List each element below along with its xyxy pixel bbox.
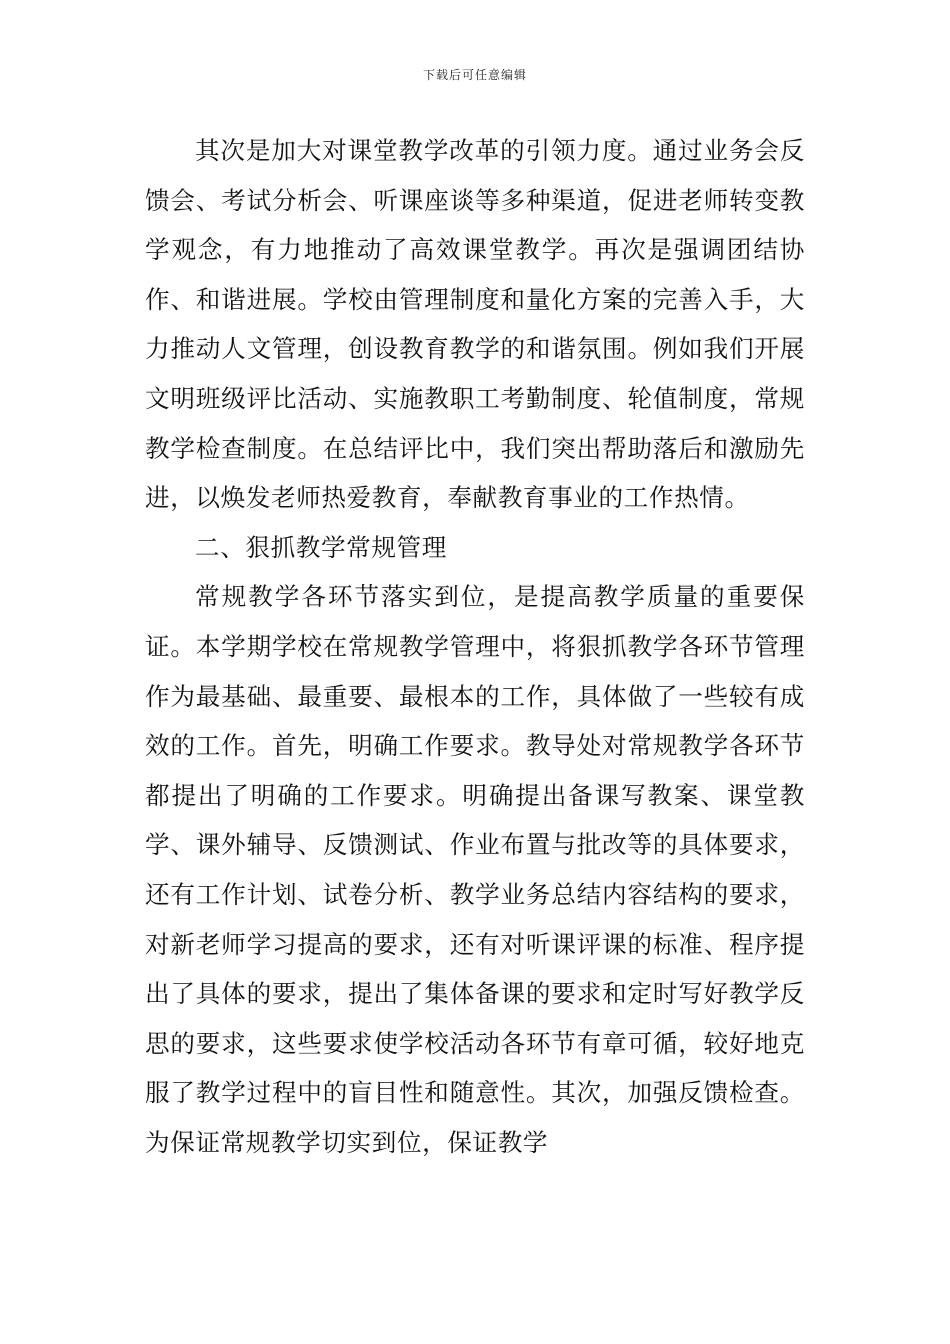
paragraph-team-management: 其次是加大对课堂教学改革的引领力度。通过业务会反馈会、考试分析会、听课座谈等多种渠道，促进老师转变教学观念，有力地推动了高效课堂教学。再次是强调团结协作、和谐进展。学校由管理制度和量化方案的完善入手，大力推动人文管理，创设教育教学的和谐氛围。例如我们开展文明班级评比活动、实施教职工考勤制度、轮值制度，常规教学检查制度。在总结评比中，我们突出帮助落后和激励先进，以焕发老师热爱教育，奉献教育事业的工作热情。 [145,136,805,513]
page-header-note: 下载后可任意编辑 [422,68,527,82]
paragraph-routine-teaching: 常规教学各环节落实到位，是提高教学质量的重要保证。本学期学校在常规教学管理中，将狠抓教学各环节管理作为最基础、最重要、最根本的工作，具体做了一些较有成效的工作。首先，明确工作要求。教导处对常规教学各环节都提出了明确的工作要求。明确提出备课写教案、课堂教学、课外辅导、反馈测试、作业布置与批改等的具体要求，还有工作计划、试卷分析、教学业务总结内容结构的要求，对新老师学习提高的要求，还有对听课评课的标准、程序提出了具体的要求，提出了集体备课的要求和定时写好教学反思的要求，这些要求使学校活动各环节有章可循，较好地克服了教学过程中的盲目性和随意性。其次，加强反馈检查。为保证常规教学切实到位，保证教学 [145,582,805,1157]
document-body [145,126,805,1167]
section-heading-routine-management: 二、狠抓教学常规管理 [195,532,447,562]
